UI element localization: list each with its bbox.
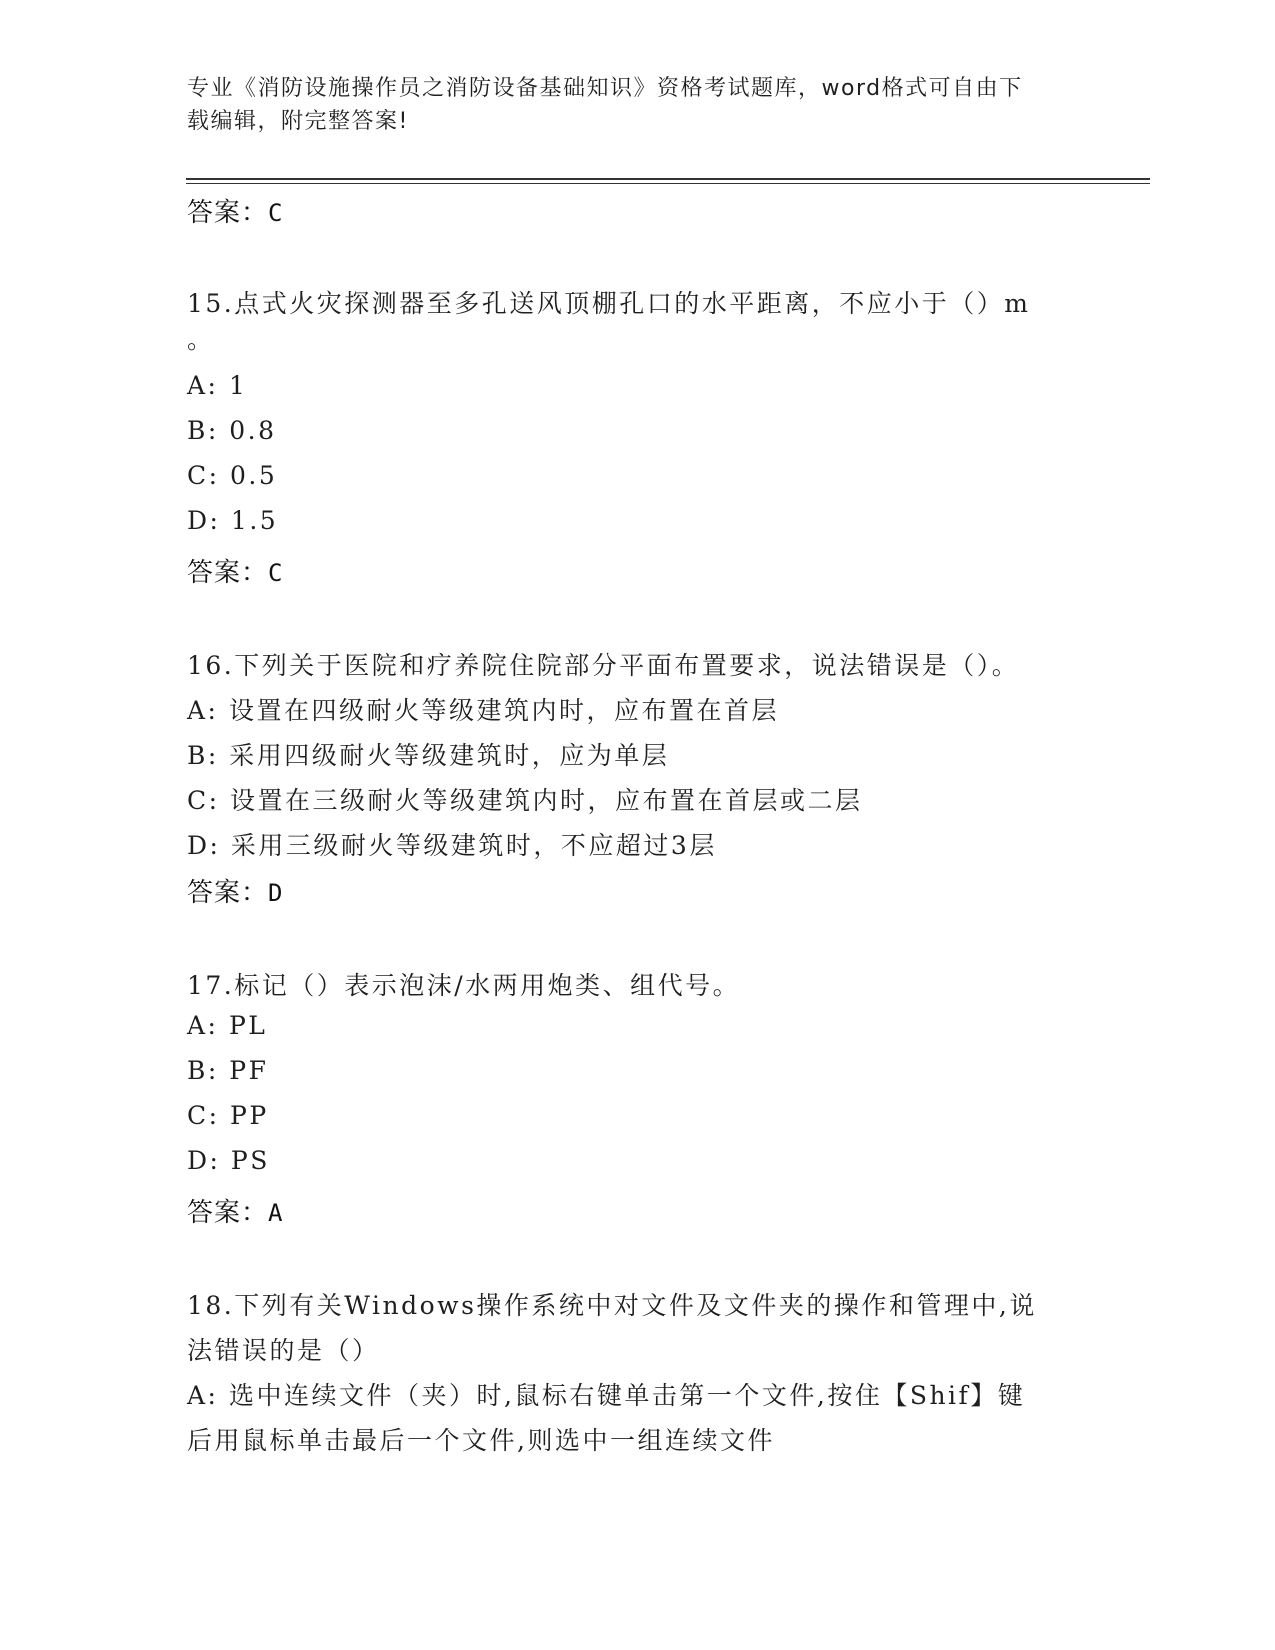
option-key: C:	[187, 1101, 220, 1130]
question-16-option-d	[187, 826, 717, 862]
header-line-1: 专业《消防设施操作员之消防设备基础知识》资格考试题库，word格式可自由下	[187, 76, 1023, 101]
answer-label: 答案：	[187, 1198, 269, 1228]
option-key: D:	[187, 831, 221, 860]
header-line-2: 载编辑，附完整答案!	[187, 109, 409, 134]
option-key: D:	[187, 1146, 221, 1175]
document-header	[187, 72, 1067, 138]
option-key: C:	[187, 461, 220, 490]
option-key: A:	[187, 371, 219, 400]
header-divider-thin	[186, 183, 1150, 184]
question-16-option-b	[187, 736, 669, 772]
question-17-text: 17.标记（）表示泡沫/水两用炮类、组代号。	[187, 971, 741, 1000]
question-17-option-c	[187, 1101, 269, 1130]
option-text: 0.5	[230, 461, 278, 490]
header-divider-thick	[186, 178, 1150, 180]
question-17-option-a	[187, 1011, 267, 1040]
question-18-text: 18.下列有关Windows操作系统中对文件及文件夹的操作和管理中,说	[187, 1291, 1037, 1320]
option-text: PL	[228, 1011, 268, 1040]
option-text: PP	[230, 1101, 269, 1130]
option-text: 选中连续文件（夹）时,鼠标右键单击第一个文件,按住【Shif】键	[228, 1381, 1026, 1410]
option-text: 采用三级耐火等级建筑时，不应超过3层	[230, 831, 717, 860]
option-key: B:	[187, 416, 219, 445]
answer-label: 答案：	[187, 878, 269, 908]
question-15-option-a	[187, 371, 247, 400]
question-18-option-a	[187, 1376, 1025, 1412]
option-text: PF	[229, 1056, 269, 1085]
question-17-answer	[187, 1192, 283, 1229]
option-text: PS	[230, 1146, 270, 1175]
answer-label: 答案：	[187, 198, 269, 228]
question-15-option-b	[187, 416, 277, 445]
question-15-text-cont: 。	[187, 325, 215, 354]
option-text: 设置在四级耐火等级建筑内时，应布置在首层	[228, 696, 779, 725]
option-key: C:	[187, 786, 220, 815]
option-key: A:	[187, 696, 219, 725]
option-key: B:	[187, 1056, 219, 1085]
answer-label: 答案：	[187, 558, 269, 588]
answer-value: C	[268, 199, 284, 227]
option-text: 设置在三级耐火等级建筑内时，应布置在首层或二层	[230, 786, 863, 815]
option-key: D:	[187, 506, 221, 535]
option-key: A:	[187, 1381, 219, 1410]
answer-value: C	[268, 559, 284, 587]
question-16-answer	[187, 872, 283, 909]
question-16-option-a	[187, 691, 779, 727]
question-15-option-c	[187, 461, 277, 490]
question-16-option-c	[187, 781, 863, 817]
question-15-text: 15.点式火灾探测器至多孔送风顶棚孔口的水平距离，不应小于（）m	[187, 289, 1031, 318]
option-text: 1.5	[230, 506, 279, 535]
question-18-text-cont: 法错误的是（）	[187, 1336, 380, 1365]
option-text: 1	[228, 371, 248, 400]
question-15-option-d	[187, 506, 278, 535]
option-text: 0.8	[229, 416, 277, 445]
answer-value: A	[268, 1199, 284, 1227]
option-key: A:	[187, 1011, 219, 1040]
question-15-answer	[187, 552, 283, 589]
question-17-option-d	[187, 1146, 270, 1175]
question-17-option-b	[187, 1056, 268, 1085]
answer-line	[187, 192, 283, 229]
question-18-option-a-cont: 后用鼠标单击最后一个文件,则选中一组连续文件	[187, 1426, 775, 1455]
option-key: B:	[187, 741, 219, 770]
question-16-text: 16.下列关于医院和疗养院住院部分平面布置要求，说法错误是（）。	[187, 651, 1020, 680]
option-text: 采用四级耐火等级建筑时，应为单层	[229, 741, 670, 770]
answer-value: D	[268, 879, 284, 907]
